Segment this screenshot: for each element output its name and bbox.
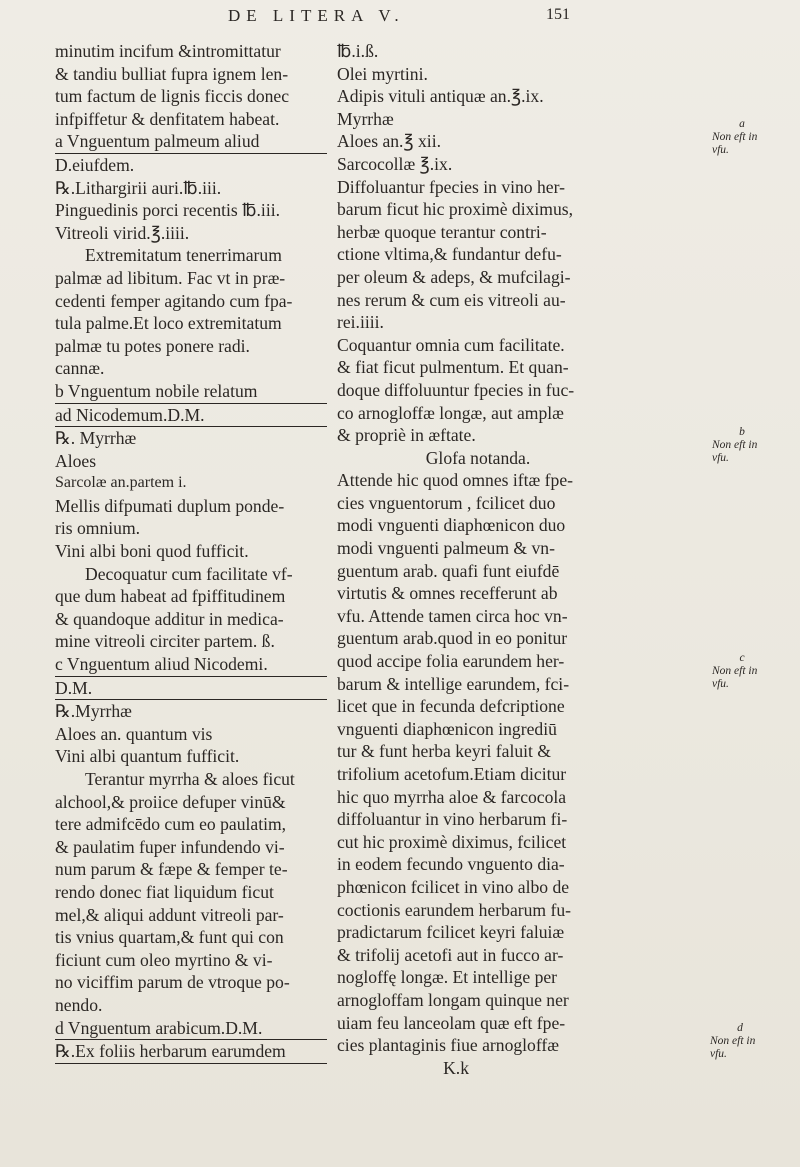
text-line: cies plantaginis fiue arnogloffæ (337, 1035, 559, 1056)
text-line: cannæ. (55, 358, 105, 379)
text-line: virtutis & omnes recefferunt ab (337, 583, 558, 604)
text-line: Terantur myrrha & aloes ficut (85, 769, 295, 789)
text-line: ℔.i.ß. (337, 41, 379, 61)
text-line: ℞.Myrrhæ (55, 701, 132, 722)
text-line: vnguenti diaphœnicon ingrediū (337, 718, 557, 739)
margin-note-letter: c (739, 652, 745, 664)
text-line: alchool,& proiice defuper vinū& (55, 791, 286, 812)
text-line: uiam feu lanceolam quæ eft fpe- (337, 1012, 566, 1033)
page-header (0, 6, 800, 36)
text-line: per oleum & adeps, & mufcilagi- (337, 266, 571, 287)
margin-note-d (710, 1022, 770, 1061)
text-line: Pinguedinis porci recentis ℔.iii. (55, 200, 280, 221)
text-line: licet que in fecunda defcriptione (337, 696, 565, 717)
text-line: doque diffoluuntur fpecies in fuc- (337, 379, 575, 400)
text-line: modi vnguenti diaphœnicon duo (337, 515, 566, 536)
text-line: palmæ ad libitum. Fac vt in præ- (55, 267, 286, 288)
section-heading: D.M. (55, 677, 327, 701)
margin-note-text: Non eft in vfu. (712, 665, 758, 690)
text-line: rei.iiii. (337, 312, 384, 333)
text-line: modi vnguenti palmeum & vn- (337, 538, 555, 559)
text-line: Vitreoli virid.℥.iiii. (55, 222, 190, 243)
text-line: cedenti femper agitando cum fpa- (55, 290, 293, 311)
text-line: Coquantur omnia cum facilitate. (337, 334, 565, 355)
text-line: Aloes an.℥ xii. (337, 131, 441, 152)
text-line: nendo. (55, 994, 103, 1015)
margin-note-text: Non eft in vfu. (712, 131, 758, 156)
text-line: & trifolij acetofi aut in fucco ar- (337, 944, 564, 965)
text-line: rendo donec fiat liquidum ficut (55, 881, 274, 902)
text-line: Sarcolæ an.partem i. (55, 474, 187, 492)
text-line: no viciffim parum de vtroque po- (55, 972, 290, 993)
section-heading: a Vnguentum palmeum aliud (55, 130, 327, 154)
text-line: coctionis earundem herbarum fu- (337, 899, 572, 920)
text-line: & propriè in æftate. (337, 425, 476, 446)
text-line: Vini albi boni quod fufficit. (55, 541, 249, 562)
text-line: pradictarum fcilicet keyri faluiæ (337, 922, 565, 943)
section-heading: ad Nicodemum.D.M. (55, 404, 327, 428)
text-line: Olei myrtini. (337, 63, 428, 84)
text-line: & fiat ficut pulmentum. Et quan- (337, 357, 569, 378)
text-line: ctione vltima,& fundantur defu- (337, 244, 562, 265)
page-number: 151 (546, 6, 570, 23)
text-line: Diffoluantur fpecies in vino her- (337, 176, 565, 197)
text-line: Vini albi quantum fufficit. (55, 746, 240, 767)
right-column (337, 40, 619, 1079)
margin-note-b (712, 426, 772, 465)
left-column (55, 40, 327, 1064)
text-line: Extremitatum tenerrimarum (85, 245, 282, 266)
text-line: & tandiu bulliat fupra ignem len- (55, 63, 289, 84)
margin-note-letter: d (737, 1022, 743, 1034)
text-line: que dum habeat ad fpiffitudinem (55, 586, 286, 607)
text-line: trifolium acetofum.Etiam dicitur (337, 764, 567, 784)
text-line: tur & funt herba keyri faluit & (337, 741, 551, 762)
text-line: mel,& aliqui addunt vitreoli par- (55, 904, 284, 925)
text-line: guentum arab.quod in eo ponitur (337, 628, 568, 649)
text-line: phœnicon fcilicet in vino albo de (337, 876, 570, 897)
text-line: arnogloffam longam quinque ner (337, 989, 569, 1010)
text-line: ficiunt cum oleo myrtino & vi- (55, 949, 273, 970)
text-line: Mellis difpumati duplum ponde- (55, 495, 285, 516)
text-line: palmæ tu potes ponere radi. (55, 335, 250, 356)
text-line: Aloes an. quantum vis (55, 723, 213, 744)
text-line: nes rerum & cum eis vitreoli au- (337, 289, 566, 310)
text-line: nogloffę longæ. Et intellige per (337, 967, 558, 988)
text-line: Decoquatur cum facilitate vf- (85, 563, 293, 584)
signature-mark: K.k (443, 1057, 469, 1078)
text-line: barum & intellige earundem, fci- (337, 673, 570, 694)
text-line: Aloes (55, 450, 97, 471)
margin-note-text: Non eft in vfu. (710, 1035, 756, 1060)
text-line: barum ficut hic proximè diximus, (337, 199, 574, 220)
text-line: & paulatim fuper infundendo vi- (55, 836, 285, 857)
margin-note-c (712, 652, 772, 691)
margin-note-a (712, 118, 772, 157)
margin-note-text: Non eft in vfu. (712, 439, 758, 464)
text-line: minutim incifum &intromittatur (55, 41, 281, 61)
text-line: Myrrhæ (337, 108, 394, 129)
text-line: ℞.Ex foliis herbarum earumdem (55, 1040, 327, 1064)
text-line: & quandoque additur in medica- (55, 608, 284, 629)
margin-note-letter: b (739, 426, 745, 438)
text-line: cut hic proximè diximus, fcilicet (337, 831, 567, 852)
text-line: diffoluantur in vino herbarum fi- (337, 809, 568, 830)
text-line: tum factum de lignis ficcis donec (55, 86, 290, 107)
section-heading: c Vnguentum aliud Nicodemi. (55, 653, 327, 677)
text-line: quod accipe folia earundem her- (337, 651, 565, 672)
text-line: co arnogloffæ longæ, aut amplæ (337, 402, 564, 423)
text-line: ris omnium. (55, 518, 141, 539)
text-line: Adipis vituli antiquæ an.℥.ix. (337, 86, 544, 107)
section-heading: d Vnguentum arabicum.D.M. (55, 1017, 327, 1041)
text-line: tis vnius quartam,& funt qui con (55, 927, 284, 948)
text-line: infpiffetur & denfitatem habeat. (55, 108, 280, 129)
text-line: guentum arab. quafi funt eiufdē (337, 560, 560, 581)
text-line: ℞.Lithargirii auri.℔.iii. (55, 177, 222, 198)
text-line: herbæ quoque terantur contri- (337, 221, 547, 242)
text-line: cies vnguentorum , fcilicet duo (337, 492, 556, 513)
text-line: ℞. Myrrhæ (55, 428, 137, 449)
text-line: Attende hic quod omnes iftæ fpe- (337, 470, 573, 491)
margin-note-letter: a (739, 118, 745, 130)
text-line: mine vitreoli circiter partem. ß. (55, 631, 275, 652)
text-line: in eodem fecundo vnguento dia- (337, 854, 565, 875)
text-line: tula palme.Et loco extremitatum (55, 313, 282, 334)
text-line: hic quo myrrha aloe & farcocola (337, 786, 567, 807)
text-line: D.eiufdem. (55, 154, 135, 175)
section-heading: b Vnguentum nobile relatum (55, 380, 327, 404)
text-line: Sarcocollæ ℥.ix. (337, 153, 453, 174)
running-head: DE LITERA V. (228, 6, 405, 25)
gloss-heading: Glofa notanda. (425, 447, 531, 468)
text-line: vfu. Attende tamen circa hoc vn- (337, 605, 568, 626)
text-line: num parum & fæpe & femper te- (55, 859, 288, 880)
text-line: tere admifcēdo cum eo paulatim, (55, 814, 287, 835)
